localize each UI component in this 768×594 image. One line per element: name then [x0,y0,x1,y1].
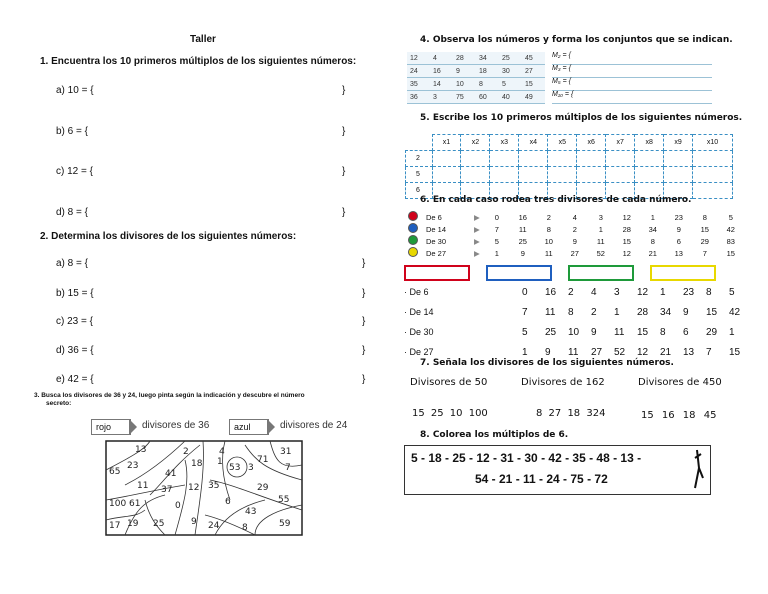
q4-heading: 4. Observa los números y forma los conjuntos que se indican. [420,35,733,45]
q6-hand-value: 5 [522,327,528,338]
answer-box-yellow[interactable] [650,265,716,281]
puzzle-number: 9 [191,517,197,527]
puzzle-number: 65 [109,467,121,477]
q7-title-50: Divisores de 50 [410,377,488,388]
q5-row-label: 2 [406,151,433,167]
q6-value[interactable]: 9 [676,224,681,234]
q4-set-line[interactable] [552,65,712,78]
q6-value[interactable]: 7 [702,248,707,258]
q4-row [407,91,545,104]
q4-set-label: M₅ = { [552,78,571,85]
puzzle-number: 1 [217,457,223,467]
q5-row-label: 5 [406,167,433,183]
q6-hand-row [404,305,744,325]
q4-cell: 9 [456,67,460,75]
q6-hand-row [404,325,744,345]
q4-cell: 10 [456,80,464,88]
q5-answer-cell[interactable] [635,167,664,183]
q6-value[interactable]: 1 [650,212,655,222]
q1-heading: 1. Encuentra los 10 primeros múltiplos de los siguientes números: [40,56,357,67]
q5-header-cell: x1 [432,135,461,151]
q6-value[interactable]: 12 [622,212,631,222]
q6-value[interactable]: 42 [726,224,735,234]
q6-hand-value: 11 [568,347,579,358]
color-dot-icon [404,247,422,259]
q5-row-label: 6 [406,183,433,199]
q4-cell: 28 [456,54,464,62]
q6-hand-value: 7 [706,347,712,358]
q4-cell: 35 [410,80,418,88]
q6-hand-value: 15 [637,327,649,338]
q6-hand-value: 15 [706,307,718,318]
q5-answer-cell[interactable] [461,151,490,167]
puzzle-number: 0 [175,501,181,511]
q4-cell: 40 [502,93,510,101]
label-divisores-36: divisores de 36 [142,420,210,431]
q6-hand-value: 23 [683,287,695,298]
q6-hand-value: 6 [683,327,689,338]
q4-cell: 4 [433,54,437,62]
q5-corner [406,135,433,151]
page-title: Taller [190,34,216,45]
q5-header-cell: x5 [548,135,577,151]
q6-value[interactable]: 28 [622,224,631,234]
q5-header-row [406,135,733,151]
q6-hand-label: · De 6 [404,287,429,297]
q2-item-d-close: } [362,345,366,356]
q5-answer-cell[interactable] [432,151,461,167]
color-dot-icon [404,211,422,223]
q1-item-c-close: } [342,166,346,177]
q8-heading: 8. Colorea los múltiplos de 6. [420,430,569,440]
puzzle-number: 29 [257,483,269,493]
puzzle-number: 43 [245,507,257,517]
q6-row-label: De 27 [426,248,447,258]
q4-cell: 3 [433,93,437,101]
tag-rojo: rojo [91,419,131,435]
q8-line2: 54 - 21 - 11 - 24 - 75 - 72 [475,472,608,486]
q6-hand-value: 1 [729,327,735,338]
q5-header-cell: x2 [461,135,490,151]
q4-cell: 18 [479,67,487,75]
puzzle-number: 24 [208,521,220,531]
q6-hand-value: 1 [522,347,528,358]
q5-header-cell: x10 [693,135,733,151]
q6-hand-value: 27 [591,347,603,358]
puzzle-number: 61 [129,499,141,509]
q6-hand-value: 8 [568,307,574,318]
q6-hand-value: 5 [729,287,735,298]
q6-value[interactable]: 34 [648,224,657,234]
q6-value[interactable]: 16 [518,212,527,222]
q5-header-cell: x4 [519,135,548,151]
q6-hand-value: 4 [591,287,597,298]
q6-hand-value: 10 [568,327,580,338]
q6-row [404,247,744,259]
q6-hand-value: 34 [660,307,672,318]
puzzle-number: 18 [191,459,203,469]
q6-hand-value: 28 [637,307,649,318]
q4-number-table [407,52,545,104]
q4-row [407,78,545,91]
q5-row [406,167,733,183]
q2-item-a-close: } [362,258,366,269]
q5-answer-cell[interactable] [664,167,693,183]
q7-values-162: 8 27 18 324 [536,408,606,419]
puzzle-number: 71 [257,455,269,465]
q4-cell: 36 [410,93,418,101]
play-arrow-icon: ▶ [474,236,480,246]
q4-cell: 45 [525,54,533,62]
q6-hand-value: 2 [591,307,597,318]
q6-value[interactable]: 5 [494,236,499,246]
q7-title-162: Divisores de 162 [521,377,605,388]
secret-number-puzzle [105,440,303,536]
q6-value[interactable]: 0 [494,212,499,222]
q3-heading-line1: 3. Busca los divisores de 36 y 24, luego pinta según la indicación y descubre el número [34,392,305,399]
q2-item-e-close: } [362,374,366,385]
answer-box-red[interactable] [404,265,470,281]
q6-hand-value: 3 [614,287,620,298]
puzzle-number: 3 [248,463,254,473]
q5-multiples-table [405,134,733,199]
q6-hand-value: 8 [706,287,712,298]
q6-value[interactable]: 4 [572,212,577,222]
q6-hand-value: 12 [637,287,649,298]
q5-answer-cell[interactable] [693,183,733,199]
q4-row [407,65,545,78]
puzzle-number: 25 [153,519,165,529]
q6-value[interactable]: 2 [572,224,577,234]
q6-value[interactable]: 8 [546,224,551,234]
q6-hand-row [404,285,744,305]
answer-box-green[interactable] [568,265,634,281]
play-arrow-icon: ▶ [474,212,480,222]
color-dot-icon [404,223,422,235]
q6-value[interactable]: 12 [622,248,631,258]
puzzle-number: 35 [208,481,220,491]
q4-cell: 16 [433,67,441,75]
q6-value[interactable]: 29 [700,236,709,246]
q4-set-line[interactable] [552,91,712,104]
q6-value[interactable]: 25 [518,236,527,246]
q6-value[interactable]: 1 [494,248,499,258]
puzzle-number: 17 [109,521,121,531]
q5-answer-cell[interactable] [577,151,606,167]
puzzle-number: 13 [135,445,147,455]
pencil-figure-icon [687,448,707,492]
arrow-right-icon [267,419,275,435]
q6-row [404,211,744,223]
q5-answer-cell[interactable] [548,151,577,167]
q6-hand-value: 7 [522,307,528,318]
puzzle-number: 12 [188,483,200,493]
q6-value[interactable]: 13 [674,248,683,258]
q4-cell: 24 [410,67,418,75]
q3-heading [34,392,374,408]
q6-hand-value: 1 [614,307,620,318]
q4-cell: 25 [502,54,510,62]
q6-hand-value: 52 [614,347,626,358]
q2-item-e: e) 42 = { [56,374,94,385]
q2-item-c-close: } [362,316,366,327]
q6-hand-value: 42 [729,307,741,318]
q6-row-label: De 30 [426,236,447,246]
q2-item-c: c) 23 = { [56,316,93,327]
q5-answer-cell[interactable] [461,167,490,183]
q1-item-a-close: } [342,85,346,96]
q6-hand-value: 11 [614,327,625,338]
puzzle-number: 41 [165,469,177,479]
q6-hand-value: 16 [545,287,557,298]
q1-item-a: a) 10 = { [56,85,94,96]
puzzle-number: 31 [280,447,292,457]
q6-hand-value: 1 [660,287,666,298]
q8-line1: 5 - 18 - 25 - 12 - 31 - 30 - 42 - 35 - 48 - 13 - [411,451,642,465]
puzzle-number: 7 [285,463,291,473]
puzzle-number: 59 [279,519,291,529]
q2-item-b: b) 15 = { [56,288,94,299]
puzzle-number: 23 [127,461,139,471]
q6-value[interactable]: 6 [676,236,681,246]
q7-values-50: 15 25 10 100 [412,408,488,419]
q5-answer-cell[interactable] [606,167,635,183]
q6-row [404,235,744,247]
q6-hand-value: 9 [545,347,551,358]
q7-heading: 7. Señala los divisores de los siguientes números. [420,358,674,368]
q6-hand-value: 9 [683,307,689,318]
q4-cell: 75 [456,93,464,101]
q5-answer-cell[interactable] [693,167,733,183]
q5-answer-cell[interactable] [490,167,519,183]
q6-value[interactable]: 2 [546,212,551,222]
q6-row-label: De 6 [426,212,442,222]
q4-cell: 15 [525,80,533,88]
q5-answer-cell[interactable] [519,151,548,167]
arrow-right-icon [129,419,137,435]
q2-item-b-close: } [362,288,366,299]
q8-box [404,445,711,495]
puzzle-number: 100 [109,499,127,509]
q6-hand-value: 13 [683,347,695,358]
q6-value[interactable]: 11 [518,224,527,234]
q6-hand-value: 0 [522,287,528,298]
q6-value[interactable]: 83 [726,236,735,246]
puzzle-number: 4 [219,447,225,457]
puzzle-number: 11 [137,481,149,491]
q5-header-cell: x8 [635,135,664,151]
q6-value[interactable]: 15 [700,224,709,234]
q5-header-cell: x9 [664,135,693,151]
q4-cell: 30 [502,67,510,75]
q2-heading: 2. Determina los divisores de los siguientes números: [40,231,297,242]
q5-answer-cell[interactable] [577,167,606,183]
puzzle-number: 37 [161,485,173,495]
q4-cell: 60 [479,93,487,101]
q6-value[interactable]: 23 [674,212,683,222]
q5-row [406,151,733,167]
q6-row-label: De 14 [426,224,447,234]
q4-set-line[interactable] [552,78,712,91]
q6-hand-value: 15 [729,347,741,358]
q4-set-label: M₃ = { [552,65,571,72]
q6-value[interactable]: 11 [596,236,605,246]
color-dot-icon [404,235,422,247]
q4-cell: 8 [479,80,483,88]
play-arrow-icon: ▶ [474,224,480,234]
q5-answer-cell[interactable] [693,151,733,167]
q5-answer-cell[interactable] [606,151,635,167]
q6-value[interactable]: 52 [596,248,605,258]
q4-cell: 49 [525,93,533,101]
q5-answer-cell[interactable] [635,151,664,167]
q1-item-d: d) 8 = { [56,207,88,218]
q6-hand-value: 9 [591,327,597,338]
q4-cell: 12 [410,54,418,62]
q4-set-line[interactable] [552,52,712,65]
q6-hand-value: 21 [660,347,672,358]
q6-row [404,223,744,235]
q4-cell: 27 [525,67,533,75]
tag-azul: azul [229,419,269,435]
q6-value[interactable]: 8 [702,212,707,222]
q3-heading-line2: secreto: [46,400,72,407]
q7-title-450: Divisores de 450 [638,377,722,388]
q4-set-label: M₂ = { [552,52,571,59]
q4-cell: 34 [479,54,487,62]
play-arrow-icon: ▶ [474,248,480,258]
label-divisores-24: divisores de 24 [280,420,348,431]
q4-cell: 14 [433,80,441,88]
q4-row [407,52,545,65]
q6-value[interactable]: 3 [598,212,603,222]
q6-hand-label: · De 30 [404,327,434,337]
q6-hand-value: 2 [568,287,574,298]
q6-hand-value: 25 [545,327,557,338]
q5-heading: 5. Escribe los 10 primeros múltiplos de los siguientes números. [420,113,743,123]
q5-answer-cell[interactable] [432,167,461,183]
q5-answer-cell[interactable] [490,151,519,167]
q6-heading: 6. En cada caso rodea tres divisores de cada número. [420,195,692,205]
puzzle-number: 19 [127,519,139,529]
puzzle-number: 55 [278,495,290,505]
answer-box-blue[interactable] [486,265,552,281]
q6-divisor-table [404,211,744,259]
q6-hand-label: · De 14 [404,307,434,317]
q2-item-a: a) 8 = { [56,258,88,269]
q4-sets [552,52,712,104]
q7-values-450: 15 16 18 45 [641,410,717,421]
q4-cell: 5 [502,80,506,88]
q6-value[interactable]: 1 [598,224,603,234]
q6-value[interactable]: 21 [648,248,657,258]
q6-hand-value: 11 [545,307,556,318]
q5-answer-cell[interactable] [519,167,548,183]
q6-hand-label: · De 27 [404,347,434,357]
q5-answer-cell[interactable] [548,167,577,183]
q6-hand-value: 29 [706,327,718,338]
q5-header-cell: x6 [577,135,606,151]
q6-value[interactable]: 9 [572,236,577,246]
puzzle-number: 8 [242,523,248,533]
puzzle-number: 2 [183,447,189,457]
q1-item-d-close: } [342,207,346,218]
q6-value[interactable]: 5 [728,212,733,222]
q6-value[interactable]: 9 [520,248,525,258]
q2-item-d: d) 36 = { [56,345,94,356]
q1-item-c: c) 12 = { [56,166,93,177]
q5-header-cell: x7 [606,135,635,151]
q6-value[interactable]: 15 [726,248,735,258]
q1-item-b: b) 6 = { [56,126,88,137]
q4-set-label: M₁₀ = { [552,91,574,98]
puzzle-number: 6 [225,497,231,507]
q6-value[interactable]: 10 [544,236,553,246]
q6-value[interactable]: 27 [570,248,579,258]
q6-hand-value: 8 [660,327,666,338]
puzzle-number: 53 [229,463,241,473]
q6-value[interactable]: 8 [650,236,655,246]
q6-value[interactable]: 7 [494,224,499,234]
q1-item-b-close: } [342,126,346,137]
q6-value[interactable]: 11 [544,248,553,258]
q6-hand-value: 12 [637,347,649,358]
q6-value[interactable]: 15 [622,236,631,246]
q5-header-cell: x3 [490,135,519,151]
q6-handwritten [404,285,744,365]
q5-answer-cell[interactable] [664,151,693,167]
